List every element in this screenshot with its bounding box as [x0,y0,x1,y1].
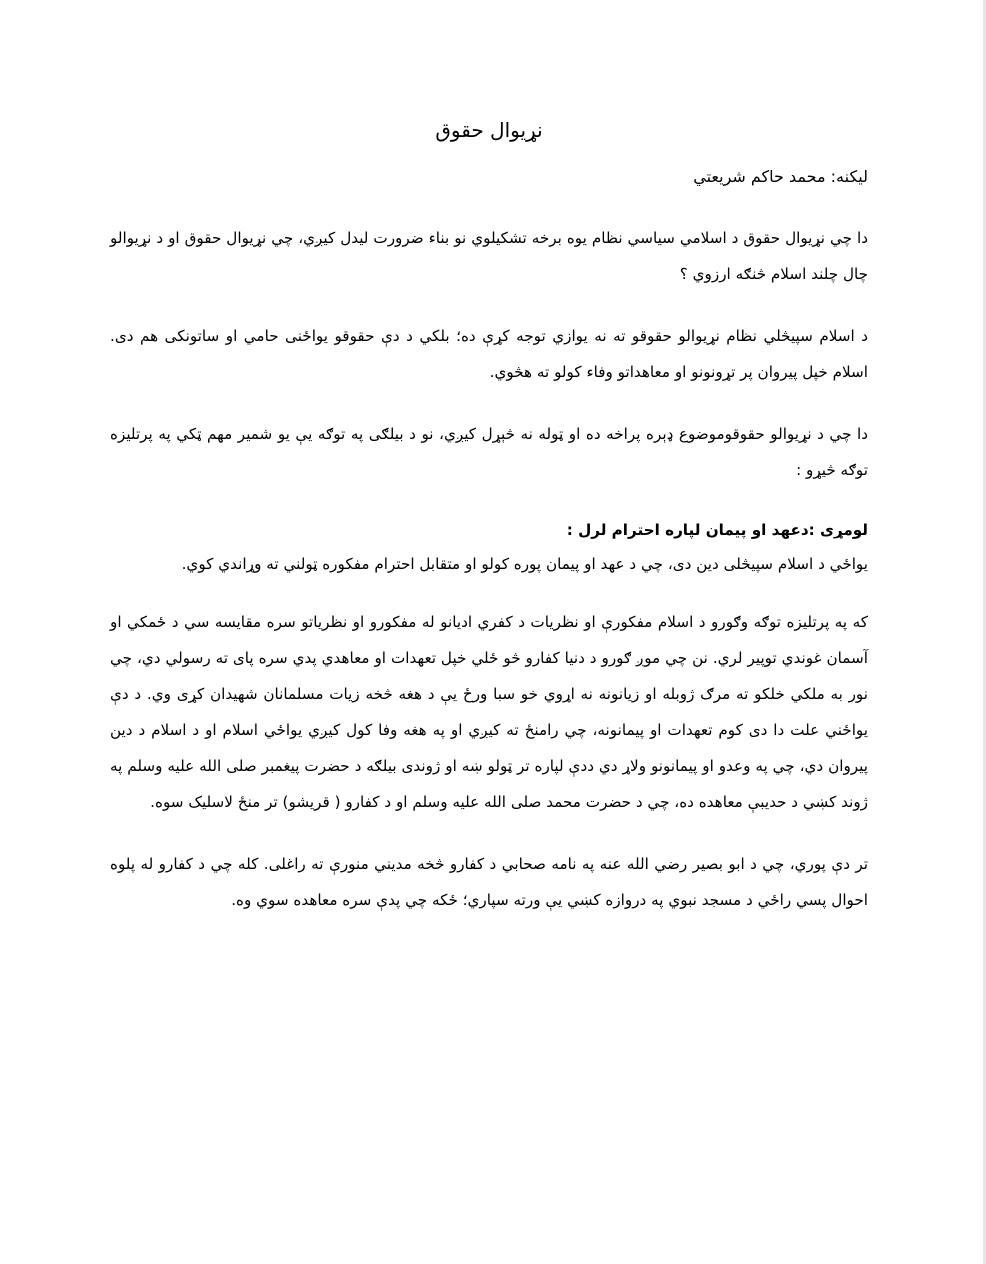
document-author: لیکنه: محمد حاکم شریعتي [693,167,868,186]
paragraph-islam-system: د اسلام سپیڅلي نظام نړیوالو حقوقو ته نه یوازي توجه کړې ده؛ بلکي د دې حقوقو یواځنی حامي او ساتونکی هم دی. اسلام خپل پیروان پر تړونونو او معاهداتو وفاء کولو ته هڅوي. [110,327,868,381]
paragraph-comparison: که په پرتلیزه توګه وګورو د اسلام مفکورې او نظریات د کفري ادیانو له مفکورو او نظریاتو سره مقایسه سي د ځمکي او آسمان غوندي توپیر لري. نن چي موږ ګورو د دنیا کفارو څو ځلي خپل تعهدات او معاهدي پدي سره پای ته رسولي دي، چي نور به ملکي خلکو ته مرګ ژوبله او زیانونه نه اړوي خو سبا ورځ یې د هغه څخه زیات مسلمانان شهیدان کړی وي. د دې یواځني علت دا دی کوم تعهدات او پیمانونه، چي رامنځ ته کیږي او په هغه وفا کول کیږي یواځي اسلام او د اسلام د دین پیروان دي، چي په وعدو او پیمانونو ولاړ دي ددې لپاره تر ټولو ښه او ژوندی بیلګه د حضرت پیغمبر صلی الله علیه وسلم په ژوند کښي د حدیبې معاهده ده، چي د حضرت محمد صلی الله علیه وسلم او د کفارو ( قریشو) تر منځ لاسلیک سوه. [110,613,868,811]
paragraph-respect-covenant: یواځي د اسلام سپیڅلی دین دی، چي د عهد او پیمان پوره کولو او متقابل احترام مفکوره ټولني ته وړاندي کوي. [181,555,868,573]
document-body [110,112,868,944]
paragraph-international-rights: دا چي د نړیوالو حقوقوموضوع ډېره پراخه ده او ټوله نه څېړل کیږي، نو د بیلګی په توګه یې یو شمیر مهم ټکي په پرتلیزه توګه څیړو : [110,425,868,479]
paragraph-intro: دا چي نړیوال حقوق د اسلامي سیاسي نظام یوه برخه تشکیلوي نو بناء ضرورت لیدل کیږي، چي نړیوال حقوق او د نړیوالو چال چلند اسلام څنګه ارزوي ؟ [110,229,868,283]
section-heading-first: لومړی :دعهد او پیمان لپاره احترام لرل : [566,521,868,539]
document-title: نړیوال حقوق [435,118,543,142]
paragraph-abu-basir: تر دې پوري، چي د ابو بصیر رضي الله عنه په نامه صحابي د کفارو څخه مدیني منورې ته راغلی. کله چي د کفارو له پلوه احوال پسي راځي د مسجد نبوي په دروازه کښي یې ورته سپاري؛ ځکه چي پدې سره معاهده سوي وه. [110,855,868,909]
